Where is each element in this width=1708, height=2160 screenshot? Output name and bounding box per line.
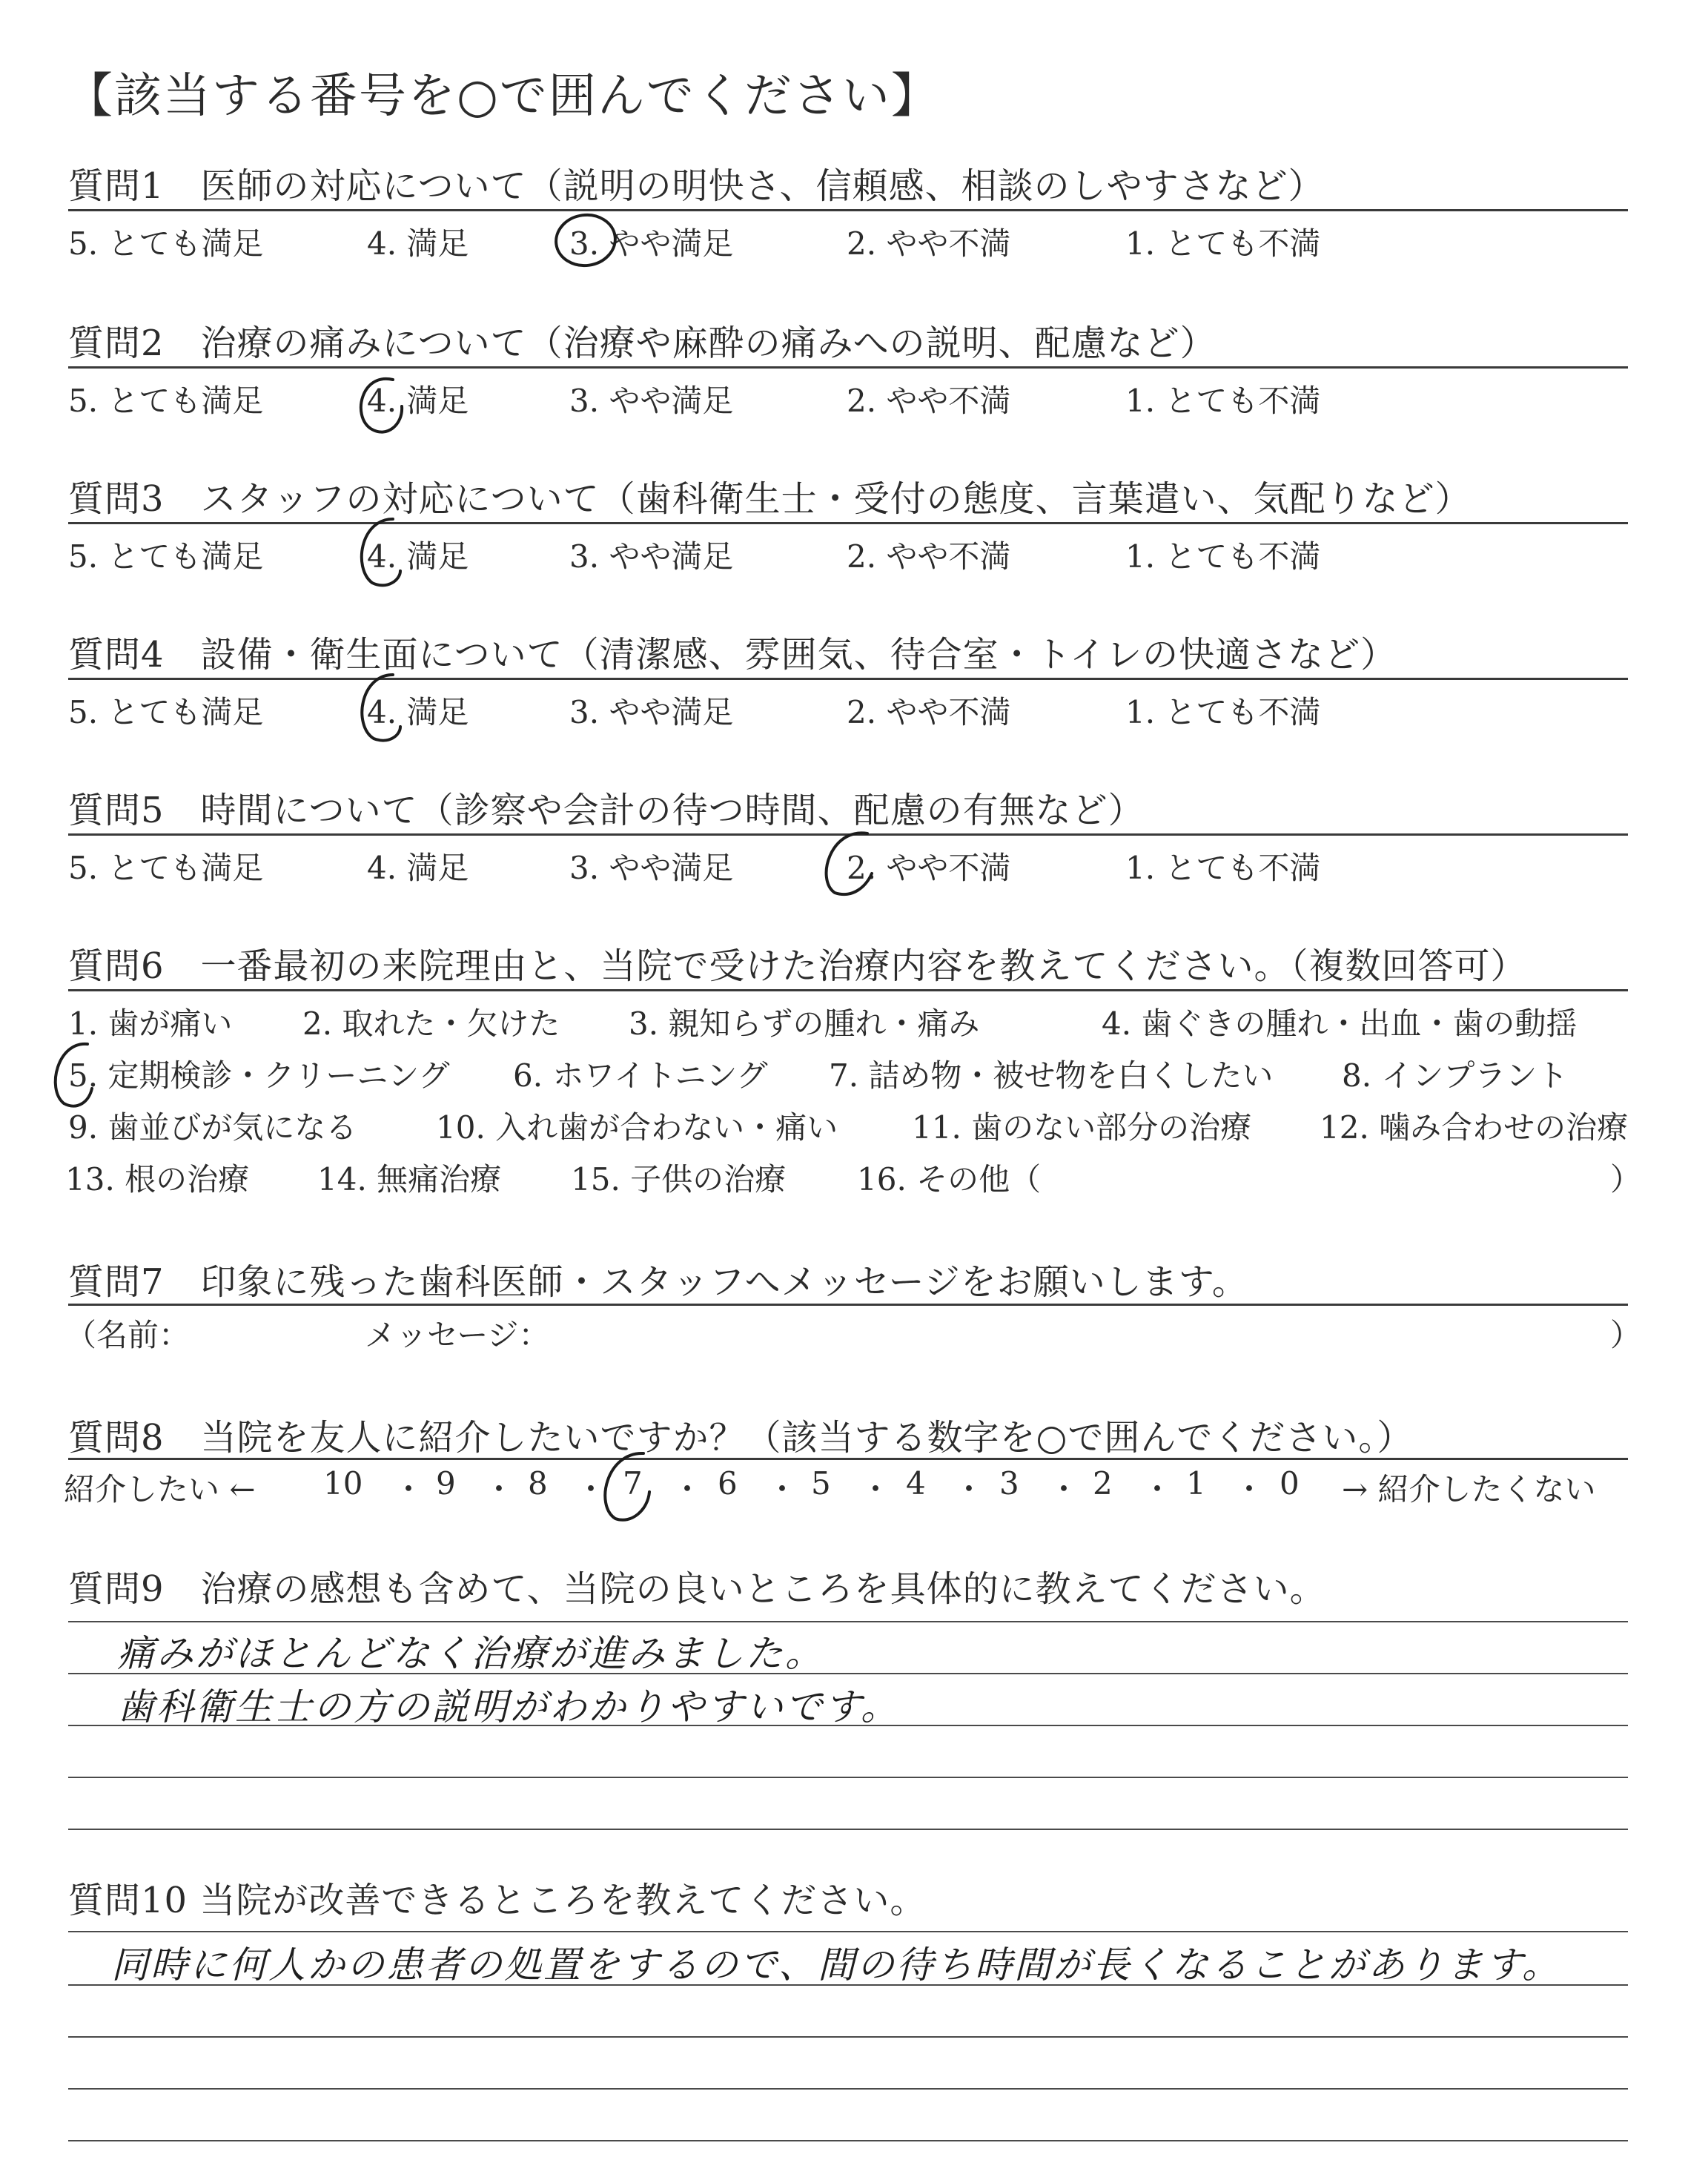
q6-option-13[interactable]: 13. 根の治療 xyxy=(65,1161,250,1198)
q7-message-label[interactable]: メッセージ： xyxy=(365,1317,550,1353)
q8-scale-7[interactable]: 7 xyxy=(623,1465,643,1502)
q2-option-4[interactable]: 4. 満足 xyxy=(367,383,469,419)
q6-option-12[interactable]: 12. 噛み合わせの治療 xyxy=(1320,1109,1629,1146)
q8-scale-dot: ・ xyxy=(575,1471,607,1507)
q5-option-4[interactable]: 4. 満足 xyxy=(367,850,469,886)
q2-option-2[interactable]: 2. やや不満 xyxy=(847,383,1011,419)
q6-option-11[interactable]: 11. 歯のない部分の治療 xyxy=(912,1109,1252,1146)
question-6-title: 質問6 一番最初の来院理由と、当院で受けた治療内容を教えてください。（複数回答可） xyxy=(68,945,1527,987)
q8-left-label: 紹介したい ← xyxy=(64,1471,256,1507)
q6-option-2[interactable]: 2. 取れた・欠けた xyxy=(302,1005,560,1042)
question-3-rule xyxy=(68,522,1628,524)
q6-option-10[interactable]: 10. 入れ歯が合わない・痛い xyxy=(436,1109,838,1146)
q9-line-5 xyxy=(68,1829,1628,1830)
q7-close: ） xyxy=(1610,1317,1642,1353)
q8-scale-dot: ・ xyxy=(767,1471,798,1507)
q8-scale-1[interactable]: 1 xyxy=(1186,1465,1206,1502)
question-7-title: 質問7 印象に残った歯科医師・スタッフへメッセージをお願いします。 xyxy=(68,1261,1248,1303)
question-7-rule xyxy=(68,1304,1628,1306)
q8-scale-dot: ・ xyxy=(953,1471,985,1507)
question-1-rule xyxy=(68,209,1628,211)
q4-option-4[interactable]: 4. 満足 xyxy=(367,694,469,730)
question-2-rule xyxy=(68,366,1628,369)
q3-option-3[interactable]: 3. やや満足 xyxy=(569,538,734,575)
q8-scale-dot: ・ xyxy=(672,1471,704,1507)
q10-line-3 xyxy=(68,2036,1628,2038)
question-4-rule xyxy=(68,678,1628,680)
q9-line-4 xyxy=(68,1777,1628,1778)
q10-line-1 xyxy=(68,1931,1628,1932)
q1-option-3[interactable]: 3. やや満足 xyxy=(569,225,734,262)
q8-scale-0[interactable]: 0 xyxy=(1280,1465,1300,1502)
q8-scale-8[interactable]: 8 xyxy=(528,1465,548,1502)
q8-scale-5[interactable]: 5 xyxy=(811,1465,831,1502)
q6-option-7[interactable]: 7. 詰め物・被せ物を白くしたい xyxy=(829,1057,1274,1094)
q2-option-1[interactable]: 1. とても不満 xyxy=(1125,383,1321,419)
q4-option-1[interactable]: 1. とても不満 xyxy=(1125,694,1321,730)
question-6-rule xyxy=(68,989,1628,991)
q4-option-2[interactable]: 2. やや不満 xyxy=(847,694,1011,730)
q7-name-label[interactable]: （名前： xyxy=(65,1317,191,1353)
q3-option-1[interactable]: 1. とても不満 xyxy=(1125,538,1321,575)
q8-scale-dot: ・ xyxy=(1234,1471,1265,1507)
q5-option-5[interactable]: 5. とても満足 xyxy=(68,850,264,886)
q6-option-16[interactable]: 16. その他（ xyxy=(857,1161,1042,1198)
q3-option-5[interactable]: 5. とても満足 xyxy=(68,538,264,575)
q4-option-3[interactable]: 3. やや満足 xyxy=(569,694,734,730)
q6-option-8[interactable]: 8. インプラント xyxy=(1342,1057,1569,1094)
q6-option-15[interactable]: 15. 子供の治療 xyxy=(571,1161,787,1198)
q8-scale-6[interactable]: 6 xyxy=(718,1465,738,1502)
q9-line-1 xyxy=(68,1621,1628,1622)
q8-scale-dot: ・ xyxy=(860,1471,892,1507)
q1-option-1[interactable]: 1. とても不満 xyxy=(1125,225,1321,262)
q6-option-3[interactable]: 3. 親知らずの腫れ・痛み xyxy=(629,1005,980,1042)
q10-line-4 xyxy=(68,2088,1628,2090)
q8-scale-2[interactable]: 2 xyxy=(1093,1465,1113,1502)
q8-scale-dot: ・ xyxy=(483,1471,515,1507)
q6-option-16-close: ） xyxy=(1610,1161,1642,1198)
question-1-title: 質問1 医師の対応について（説明の明快さ、信頼感、相談のしやすさなど） xyxy=(68,165,1325,207)
q8-scale-10[interactable]: 10 xyxy=(323,1465,363,1502)
question-10-title: 質問10 当院が改善できるところを教えてください。 xyxy=(68,1880,927,1921)
q5-option-1[interactable]: 1. とても不満 xyxy=(1125,850,1321,886)
q8-scale-4[interactable]: 4 xyxy=(906,1465,926,1502)
q6-option-9[interactable]: 9. 歯並びが気になる xyxy=(68,1109,357,1146)
question-2-title: 質問2 治療の痛みについて（治療や麻酔の痛みへの説明、配慮など） xyxy=(68,323,1217,364)
q3-option-2[interactable]: 2. やや不満 xyxy=(847,538,1011,575)
question-4-title: 質問4 設備・衛生面について（清潔感、雰囲気、待合室・トイレの快適さなど） xyxy=(68,634,1397,676)
question-5-title: 質問5 時間について（診察や会計の待つ時間、配慮の有無など） xyxy=(68,790,1145,831)
q3-option-4[interactable]: 4. 満足 xyxy=(367,538,469,575)
q5-option-3[interactable]: 3. やや満足 xyxy=(569,850,734,886)
q6-option-1[interactable]: 1. 歯が痛い xyxy=(68,1005,233,1042)
q2-option-5[interactable]: 5. とても満足 xyxy=(68,383,264,419)
q8-scale-dot: ・ xyxy=(393,1471,425,1507)
q5-option-2[interactable]: 2. やや不満 xyxy=(847,850,1011,886)
question-9-title: 質問9 治療の感想も含めて、当院の良いところを具体的に教えてください。 xyxy=(68,1568,1326,1610)
question-8-title: 質問8 当院を友人に紹介したいですか？（該当する数字を○で囲んでください。） xyxy=(68,1417,1414,1459)
q8-scale-dot: ・ xyxy=(1048,1471,1080,1507)
q6-option-14[interactable]: 14. 無痛治療 xyxy=(317,1161,502,1198)
q1-option-5[interactable]: 5. とても満足 xyxy=(68,225,264,262)
q8-scale-9[interactable]: 9 xyxy=(436,1465,456,1502)
q10-answer-line-1[interactable]: 同時に何人かの患者の処置をするので、間の待ち時間が長くなることがあります。 xyxy=(111,1943,1561,1986)
q6-option-5[interactable]: 5. 定期検診・クリーニング xyxy=(68,1057,450,1094)
q9-answer-line-1[interactable]: 痛みがほとんどなく治療が進みました。 xyxy=(117,1632,824,1675)
q6-option-4[interactable]: 4. 歯ぐきの腫れ・出血・歯の動揺 xyxy=(1102,1005,1578,1042)
question-8-rule xyxy=(68,1458,1628,1460)
q6-option-6[interactable]: 6. ホワイトニング xyxy=(513,1057,768,1094)
q2-option-3[interactable]: 3. やや満足 xyxy=(569,383,734,419)
q4-option-5[interactable]: 5. とても満足 xyxy=(68,694,264,730)
q8-scale-3[interactable]: 3 xyxy=(999,1465,1019,1502)
q8-right-label: → 紹介したくない xyxy=(1342,1471,1596,1507)
question-5-rule xyxy=(68,833,1628,836)
q8-scale-dot: ・ xyxy=(1142,1471,1174,1507)
q9-answer-line-2[interactable]: 歯科衛生士の方の説明がわかりやすいです。 xyxy=(117,1685,900,1728)
q1-option-4[interactable]: 4. 満足 xyxy=(367,225,469,262)
q10-line-5 xyxy=(68,2140,1628,2141)
q1-option-2[interactable]: 2. やや不満 xyxy=(847,225,1011,262)
question-3-title: 質問3 スタッフの対応について（歯科衛生士・受付の態度、言葉遣い、気配りなど） xyxy=(68,478,1472,520)
form-title: 【該当する番号を○で囲んでください】 xyxy=(65,69,940,124)
